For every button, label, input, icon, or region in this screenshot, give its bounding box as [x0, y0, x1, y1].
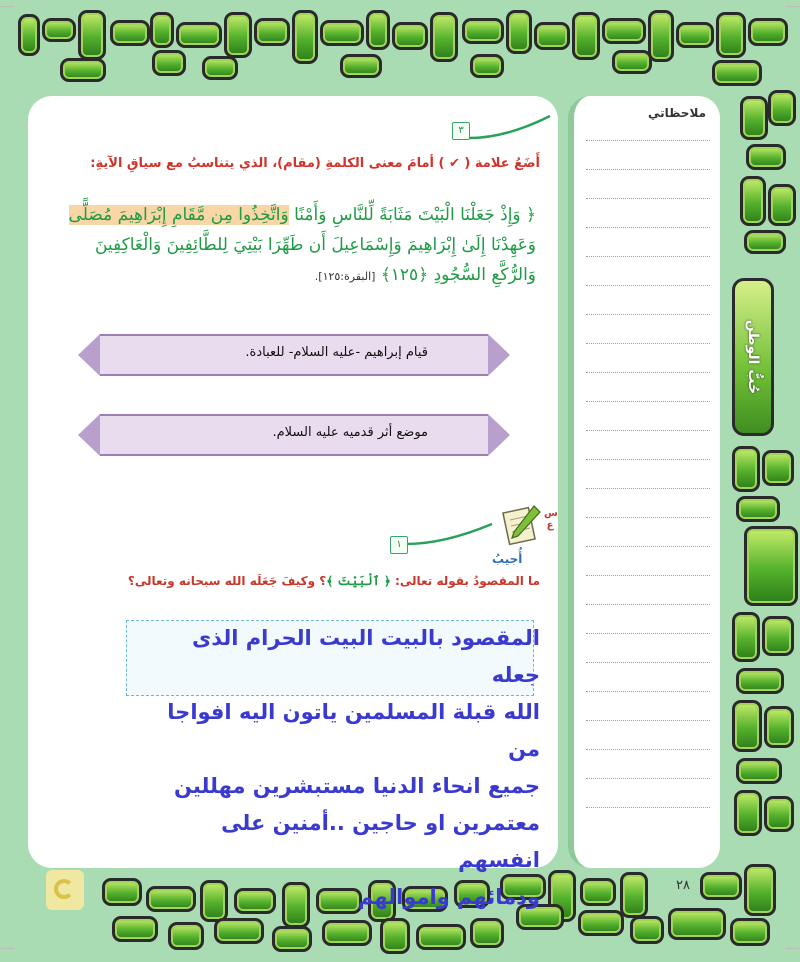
page-number: ٢٨ — [676, 878, 690, 893]
exercise-2-number: ١ — [390, 536, 408, 554]
pencil-paper-icon — [498, 502, 544, 548]
crop-mark — [786, 6, 800, 7]
publisher-logo-icon — [46, 870, 84, 910]
student-answer — [140, 620, 540, 916]
question-end: ؟ وكيفَ جَعَلَه الله سبحانه وتعالى؟ — [127, 574, 327, 588]
note-line — [586, 459, 710, 460]
note-line — [586, 430, 710, 431]
note-line — [586, 488, 710, 489]
note-line — [586, 343, 710, 344]
note-line — [586, 227, 710, 228]
verse-line-1-start: ﴿ وَإِذْ جَعَلْنَا الْبَيْتَ مَثَابَةً لِّلنَّاسِ وَأَمْنًا — [288, 205, 536, 225]
question-start: ما المقصودُ بقوله تعالى: — [390, 574, 540, 588]
note-line — [586, 633, 710, 634]
quran-verse — [48, 200, 536, 292]
note-line — [586, 169, 710, 170]
note-line — [586, 749, 710, 750]
verse-reference: [البقرة:١٢٥]. — [314, 270, 376, 283]
exercise-1-swoosh — [468, 112, 552, 144]
answer-line: ودمائهم واموالهم — [357, 885, 540, 909]
notes-panel — [568, 96, 720, 868]
verse-highlight: وَاتَّخِذُوا مِن مَّقَامِ إِبْرَاهِيمَ مُصَلًّى — [68, 205, 289, 225]
note-line — [586, 285, 710, 286]
option-1-text: قيام إبراهيم -عليه السلام- للعبادة. — [245, 345, 428, 360]
note-line — [586, 140, 710, 141]
option-2-text: موضع أثر قدميه عليه السلام. — [272, 425, 428, 440]
answer-line: معتمرين او حاجين ..أمنين على انفسهم — [221, 811, 540, 872]
unit-tab — [732, 278, 774, 436]
note-line — [586, 256, 710, 257]
notes-title: ملاحظاتي — [647, 106, 706, 120]
note-line — [586, 575, 710, 576]
option-2[interactable] — [100, 414, 488, 456]
note-line — [586, 604, 710, 605]
verse-line-2: وَعَهِدْنَا إِلَىٰ إِبْرَاهِيمَ وَإِسْمَاعِيلَ أَن طَهِّرَا بَيْتِيَ لِلطَّائِفِينَ وَالْعَاكِفِينَ — [94, 235, 536, 255]
verse-line-3: وَالرُّكَّعِ السُّجُودِ ﴿١٢٥﴾ — [375, 265, 536, 285]
note-line — [586, 198, 710, 199]
note-line — [586, 314, 710, 315]
note-line — [586, 662, 710, 663]
exercise-1-instruction: أَضَعُ علامة ( ✔ ) أمامَ معنى الكلمةِ (مقام)، الذي يتناسبُ مع سياقِ الآيةِ: — [90, 156, 540, 171]
note-line — [586, 546, 710, 547]
crop-mark — [0, 6, 14, 7]
note-line — [586, 807, 710, 808]
note-line — [586, 778, 710, 779]
note-line — [586, 517, 710, 518]
answer-label: أُجيبُ — [492, 552, 523, 566]
crop-mark — [0, 948, 14, 949]
unit-tab-label: حُبُّ الوطن — [745, 319, 761, 395]
question-quote: ﴿ ٱلْبَيْتَ ﴾ — [326, 574, 391, 588]
note-line — [586, 691, 710, 692]
note-line — [586, 720, 710, 721]
note-line — [586, 372, 710, 373]
note-line — [586, 401, 710, 402]
option-1[interactable] — [100, 334, 488, 376]
answer-line: جميع انحاء الدنيا مستبشرين مهللين — [174, 774, 540, 798]
exercise-2-question — [110, 574, 540, 588]
crop-mark — [786, 948, 800, 949]
answer-line: المقصود بالبيت البيت الحرام الذى جعله — [192, 626, 540, 687]
answer-line: الله قبلة المسلمين ياتون اليه افواجا من — [167, 700, 540, 761]
exercise-2-badge: س ع — [544, 508, 558, 531]
exercise-2-swoosh — [404, 520, 494, 548]
exercise-1-number: ٣ — [452, 122, 470, 140]
